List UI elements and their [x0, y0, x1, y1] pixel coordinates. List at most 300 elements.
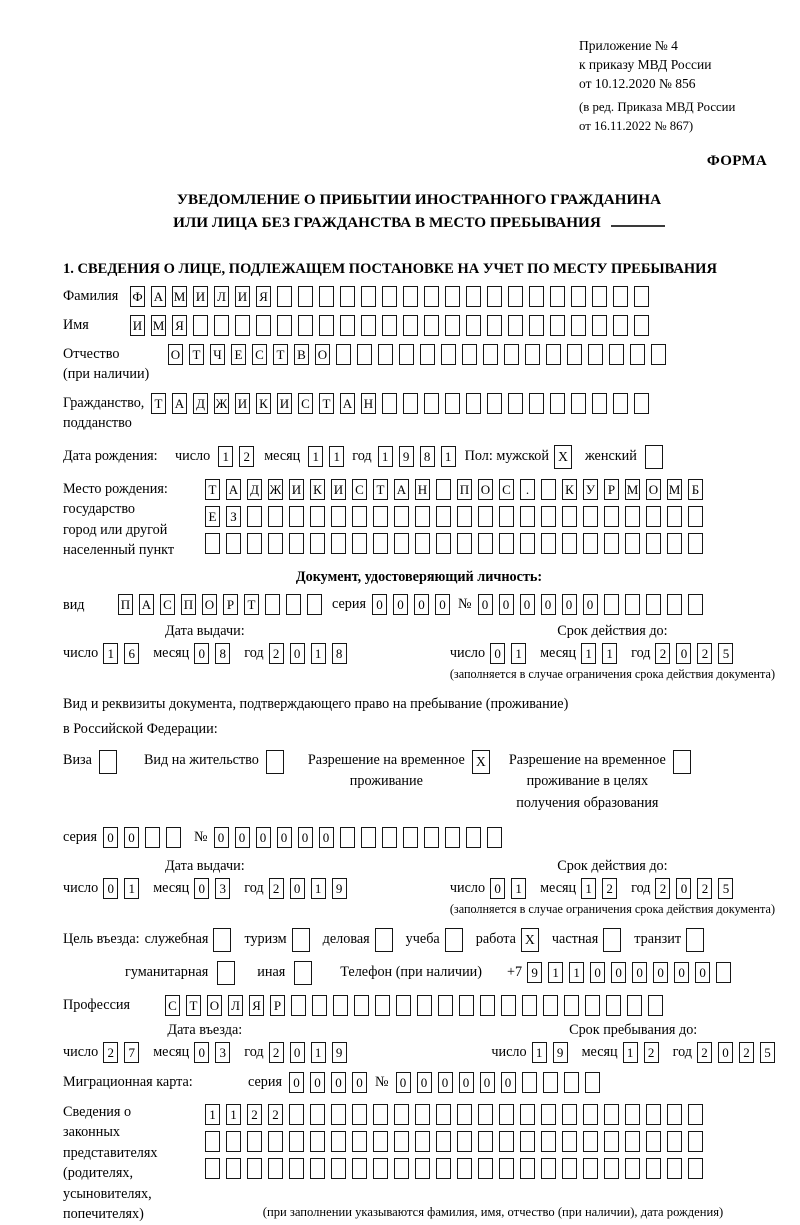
- char-box: [424, 393, 439, 414]
- char-box: [466, 315, 481, 336]
- given-name-row: [63, 315, 775, 336]
- char-box: 0: [632, 962, 647, 983]
- char-box: 9: [399, 446, 414, 467]
- sex-male-checkbox: [554, 445, 572, 469]
- representatives-label-line: попечителях): [63, 1206, 144, 1223]
- month-label: месяц: [153, 645, 190, 662]
- patronymic-boxes: [168, 344, 666, 365]
- char-box: [382, 393, 397, 414]
- month-label: месяц: [153, 879, 190, 896]
- char-box: Т: [186, 995, 201, 1016]
- surname-boxes: [130, 286, 649, 307]
- char-box: [399, 344, 414, 365]
- char-box: [648, 995, 663, 1016]
- char-box: 1: [311, 1042, 326, 1063]
- char-box: [373, 506, 388, 527]
- migration-card-label: Миграционная карта:: [63, 1074, 193, 1091]
- birth-place-boxes: [205, 479, 703, 554]
- char-box: И: [289, 479, 304, 500]
- char-box: [294, 961, 312, 985]
- char-box: [592, 286, 607, 307]
- header-subline: от 16.11.2022 № 867): [579, 118, 694, 133]
- char-box: [373, 533, 388, 554]
- residence-issue-group: [63, 858, 347, 917]
- option-temp-residence: [308, 750, 490, 793]
- char-box: [312, 995, 327, 1016]
- char-box: [445, 827, 460, 848]
- char-box: [289, 533, 304, 554]
- residence-series-boxes: [103, 827, 181, 848]
- char-box: [289, 506, 304, 527]
- identity-valid-line: [450, 643, 775, 664]
- char-box: [268, 506, 283, 527]
- char-box: 0: [435, 594, 450, 615]
- char-box: [415, 1158, 430, 1179]
- char-box: [331, 506, 346, 527]
- identity-doc-row: [63, 594, 775, 615]
- year-label: год: [352, 448, 372, 465]
- citizenship-label-line2: подданство: [63, 415, 132, 432]
- char-box: А: [226, 479, 241, 500]
- char-box: А: [172, 393, 187, 414]
- char-box: М: [625, 479, 640, 500]
- char-box: С: [352, 479, 367, 500]
- stay-until-line: [491, 1042, 775, 1063]
- char-box: [529, 286, 544, 307]
- given-name-boxes: [130, 315, 649, 336]
- issue-date-heading: Дата выдачи:: [164, 857, 245, 874]
- char-box: 1: [623, 1042, 638, 1063]
- char-box: 1: [226, 1104, 241, 1125]
- issue-date-heading: Дата выдачи:: [164, 623, 245, 640]
- char-box: [340, 315, 355, 336]
- char-box: 0: [331, 1072, 346, 1093]
- series-label: серия: [248, 1073, 282, 1090]
- month-label: месяц: [264, 448, 301, 465]
- char-box: 3: [215, 1042, 230, 1063]
- char-box: [604, 594, 619, 615]
- char-box: [667, 533, 682, 554]
- char-box: [394, 1158, 409, 1179]
- residence-valid-month-boxes: [581, 878, 617, 899]
- representatives-note: (при заполнении указываются фамилия, имя, отчество (при наличии), дата рождения): [262, 1204, 724, 1219]
- char-box: 1: [205, 1104, 220, 1125]
- residence-valid-year-boxes: [655, 878, 733, 899]
- char-box: [667, 1104, 682, 1125]
- stay-month-boxes: [623, 1042, 659, 1063]
- char-box: [373, 1158, 388, 1179]
- char-box: [298, 286, 313, 307]
- day-label: число: [63, 645, 99, 662]
- char-box: [571, 315, 586, 336]
- char-box: 6: [124, 643, 139, 664]
- char-box: 1: [532, 1042, 547, 1063]
- char-box: [606, 995, 621, 1016]
- char-box: Д: [247, 479, 262, 500]
- char-box: [480, 995, 495, 1016]
- char-box: [688, 533, 703, 554]
- char-box: [583, 1104, 598, 1125]
- char-box: [457, 1131, 472, 1152]
- char-box: [205, 533, 220, 554]
- char-box: [634, 393, 649, 414]
- month-label: месяц: [540, 879, 577, 896]
- char-box: [529, 315, 544, 336]
- residence-doc-intro: [63, 692, 775, 742]
- residence-issue-year-boxes: [269, 878, 347, 899]
- char-box: С: [165, 995, 180, 1016]
- header-subline: (в ред. Приказа МВД России: [579, 100, 736, 115]
- char-box: 2: [247, 1104, 262, 1125]
- identity-valid-year-boxes: [655, 643, 733, 664]
- char-box: 2: [697, 643, 712, 664]
- char-box: К: [256, 393, 271, 414]
- char-box: [403, 286, 418, 307]
- char-box: [499, 1104, 514, 1125]
- residence-doc-intro-line2: в Российской Федерации:: [63, 721, 218, 738]
- char-box: [688, 1131, 703, 1152]
- char-box: [686, 928, 704, 952]
- identity-series-boxes: [372, 594, 450, 615]
- char-box: Н: [361, 393, 376, 414]
- char-box: [613, 315, 628, 336]
- char-box: [520, 533, 535, 554]
- char-box: 8: [215, 643, 230, 664]
- char-box: З: [226, 506, 241, 527]
- char-box: 8: [420, 446, 435, 467]
- char-box: [436, 1104, 451, 1125]
- char-box: 2: [655, 643, 670, 664]
- char-box: [457, 506, 472, 527]
- char-box: 0: [194, 878, 209, 899]
- option-temp-residence-education: [509, 750, 691, 814]
- stay-until-group: [491, 1022, 775, 1063]
- series-label: серия: [332, 596, 366, 613]
- char-box: Р: [604, 479, 619, 500]
- char-box: [478, 1131, 493, 1152]
- birth-place-label-line: Место рождения:: [63, 480, 168, 497]
- char-box: Я: [172, 315, 187, 336]
- char-box: М: [151, 315, 166, 336]
- char-box: И: [130, 315, 145, 336]
- residence-doc-options-row: [63, 750, 775, 814]
- char-box: [688, 1104, 703, 1125]
- char-box: [646, 594, 661, 615]
- char-box: К: [562, 479, 577, 500]
- char-box: 1: [329, 446, 344, 467]
- stay-until-heading: Срок пребывания до:: [569, 1021, 698, 1038]
- birth-year-boxes: [378, 446, 456, 467]
- residence-issue-line: [63, 878, 347, 899]
- char-box: 5: [718, 643, 733, 664]
- char-box: [716, 962, 731, 983]
- char-box: С: [160, 594, 175, 615]
- char-box: [625, 1158, 640, 1179]
- char-box: [543, 995, 558, 1016]
- char-box: 0: [396, 1072, 411, 1093]
- char-box: [625, 594, 640, 615]
- char-box: [541, 533, 556, 554]
- char-box: [441, 344, 456, 365]
- char-box: [265, 594, 280, 615]
- identity-issue-group: [63, 623, 347, 682]
- char-box: П: [181, 594, 196, 615]
- char-box: [673, 750, 691, 774]
- char-box: 1: [124, 878, 139, 899]
- char-box: В: [294, 344, 309, 365]
- char-box: [289, 1104, 304, 1125]
- char-box: М: [172, 286, 187, 307]
- char-box: Ж: [214, 393, 229, 414]
- char-box: [583, 533, 598, 554]
- char-box: [583, 1131, 598, 1152]
- char-box: [247, 506, 262, 527]
- section1-heading: 1. СВЕДЕНИЯ О ЛИЦЕ, ПОДЛЕЖАЩЕМ ПОСТАНОВКЕ НА УЧЕТ ПО МЕСТУ ПРЕБЫВАНИЯ: [63, 260, 717, 277]
- form-label: ФОРМА: [706, 152, 767, 169]
- char-box: 2: [269, 643, 284, 664]
- char-box: 0: [478, 594, 493, 615]
- char-box: Я: [256, 286, 271, 307]
- char-box: [466, 393, 481, 414]
- option-residence-permit: [144, 750, 284, 774]
- char-box: [562, 1158, 577, 1179]
- char-box: [546, 344, 561, 365]
- char-box: [375, 928, 393, 952]
- char-box: [520, 506, 535, 527]
- char-box: [277, 286, 292, 307]
- char-box: [585, 1072, 600, 1093]
- char-box: [604, 1131, 619, 1152]
- purpose-other-label: иная: [257, 964, 286, 981]
- option-residence-permit-label: Вид на жительство: [143, 752, 259, 769]
- char-box: О: [202, 594, 217, 615]
- char-box: [438, 995, 453, 1016]
- char-box: [520, 1158, 535, 1179]
- char-box: Т: [373, 479, 388, 500]
- char-box: [266, 750, 284, 774]
- representatives-row1-boxes: [205, 1104, 703, 1125]
- char-box: [562, 533, 577, 554]
- char-box: X: [521, 928, 539, 952]
- entry-date-heading: Дата въезда:: [167, 1021, 243, 1038]
- birth-place-label-line: город или другой: [63, 521, 168, 538]
- char-box: 2: [602, 878, 617, 899]
- option-temp-residence-line: проживание: [349, 773, 423, 790]
- char-box: [520, 1104, 535, 1125]
- char-box: [361, 315, 376, 336]
- surname-row: [63, 286, 775, 307]
- char-box: [310, 1104, 325, 1125]
- identity-valid-month-boxes: [581, 643, 617, 664]
- char-box: 0: [310, 1072, 325, 1093]
- option-temp-residence-education-label: [509, 750, 666, 814]
- valid-until-heading: Срок действия до:: [557, 857, 668, 874]
- char-box: [247, 533, 262, 554]
- char-box: [646, 1104, 661, 1125]
- char-box: [522, 1072, 537, 1093]
- char-box: [436, 479, 451, 500]
- representatives-label-line: законных: [63, 1124, 120, 1141]
- char-box: [415, 506, 430, 527]
- given-name-label: Имя: [63, 317, 89, 334]
- char-box: [613, 393, 628, 414]
- identity-number-boxes: [478, 594, 703, 615]
- char-box: [588, 344, 603, 365]
- char-box: 0: [718, 1042, 733, 1063]
- header-reference: [579, 36, 775, 135]
- char-box: 0: [674, 962, 689, 983]
- day-label: число: [449, 645, 486, 662]
- char-box: [226, 533, 241, 554]
- char-box: [564, 1072, 579, 1093]
- char-box: 2: [103, 1042, 118, 1063]
- char-box: [310, 506, 325, 527]
- char-box: [352, 1158, 367, 1179]
- char-box: 0: [414, 594, 429, 615]
- char-box: У: [583, 479, 598, 500]
- option-visa-checkbox: [99, 750, 117, 774]
- entry-day-boxes: [103, 1042, 139, 1063]
- char-box: [459, 995, 474, 1016]
- char-box: О: [646, 479, 661, 500]
- char-box: 1: [218, 446, 233, 467]
- char-box: [688, 506, 703, 527]
- char-box: 0: [417, 1072, 432, 1093]
- char-box: [646, 533, 661, 554]
- char-box: [634, 315, 649, 336]
- char-box: [373, 1104, 388, 1125]
- representatives-label: [63, 1102, 205, 1225]
- char-box: [205, 1158, 220, 1179]
- char-box: А: [151, 286, 166, 307]
- form-title-line2-text: ИЛИ ЛИЦА БЕЗ ГРАЖДАНСТВА В МЕСТО ПРЕБЫВАНИЯ: [173, 214, 601, 232]
- char-box: Т: [319, 393, 334, 414]
- char-box: [592, 393, 607, 414]
- purpose-business-label: деловая: [322, 931, 370, 948]
- char-box: 0: [490, 878, 505, 899]
- char-box: 1: [441, 446, 456, 467]
- char-box: [499, 1158, 514, 1179]
- birth-place-label-line: населенный пункт: [63, 541, 175, 558]
- char-box: [307, 594, 322, 615]
- char-box: 1: [311, 643, 326, 664]
- birth-place-row1-boxes: [205, 479, 703, 500]
- char-box: [562, 506, 577, 527]
- option-temp-residence-education-line: проживание в целях: [526, 773, 649, 790]
- char-box: Б: [688, 479, 703, 500]
- option-visa: [63, 750, 117, 774]
- char-box: [310, 1131, 325, 1152]
- char-box: [508, 393, 523, 414]
- char-box: Т: [244, 594, 259, 615]
- patronymic-label-line1: Отчество: [63, 345, 120, 362]
- char-box: [256, 315, 271, 336]
- char-box: [286, 594, 301, 615]
- char-box: [550, 315, 565, 336]
- char-box: [235, 315, 250, 336]
- entry-stay-dates-row: [63, 1022, 775, 1063]
- char-box: 1: [581, 643, 596, 664]
- char-box: [499, 506, 514, 527]
- char-box: [583, 506, 598, 527]
- char-box: [415, 533, 430, 554]
- purpose-private-label: частная: [551, 931, 599, 948]
- char-box: А: [394, 479, 409, 500]
- char-box: [226, 1131, 241, 1152]
- day-label: число: [491, 1043, 527, 1060]
- char-box: [667, 1158, 682, 1179]
- citizenship-label: [63, 393, 151, 434]
- purpose-official-checkbox: [213, 928, 231, 952]
- identity-issue-line: [63, 643, 347, 664]
- char-box: 0: [501, 1072, 516, 1093]
- char-box: 2: [697, 1042, 712, 1063]
- char-box: А: [139, 594, 154, 615]
- char-box: 1: [511, 643, 526, 664]
- char-box: [541, 1131, 556, 1152]
- profession-boxes: [165, 995, 663, 1016]
- char-box: [583, 1158, 598, 1179]
- char-box: [625, 506, 640, 527]
- char-box: 0: [499, 594, 514, 615]
- char-box: [571, 393, 586, 414]
- char-box: 0: [352, 1072, 367, 1093]
- char-box: М: [667, 479, 682, 500]
- char-box: [289, 1158, 304, 1179]
- option-temp-residence-education-checkbox: [673, 750, 691, 774]
- char-box: [504, 344, 519, 365]
- char-box: Т: [189, 344, 204, 365]
- year-label: год: [631, 645, 651, 662]
- char-box: 0: [562, 594, 577, 615]
- char-box: Р: [270, 995, 285, 1016]
- char-box: 0: [256, 827, 271, 848]
- sex-female-checkbox: [645, 445, 663, 469]
- char-box: 0: [695, 962, 710, 983]
- purpose-work-checkbox: [521, 928, 539, 952]
- form-title-line2: [63, 211, 775, 235]
- char-box: [247, 1131, 262, 1152]
- char-box: [541, 1104, 556, 1125]
- char-box: 0: [438, 1072, 453, 1093]
- char-box: [457, 533, 472, 554]
- year-label: год: [672, 1043, 692, 1060]
- char-box: И: [277, 393, 292, 414]
- char-box: [403, 393, 418, 414]
- char-box: [645, 445, 663, 469]
- char-box: [466, 286, 481, 307]
- char-box: Т: [273, 344, 288, 365]
- char-box: 0: [541, 594, 556, 615]
- char-box: [291, 995, 306, 1016]
- char-box: [541, 1158, 556, 1179]
- char-box: [522, 995, 537, 1016]
- char-box: [508, 286, 523, 307]
- char-box: 0: [459, 1072, 474, 1093]
- char-box: .: [520, 479, 535, 500]
- char-box: 0: [298, 827, 313, 848]
- char-box: [634, 286, 649, 307]
- char-box: И: [193, 286, 208, 307]
- char-box: Е: [231, 344, 246, 365]
- char-box: X: [554, 445, 572, 469]
- option-temp-residence-checkbox: [472, 750, 490, 774]
- birth-place-row: [63, 479, 775, 561]
- char-box: [445, 393, 460, 414]
- residence-number-boxes: [214, 827, 502, 848]
- char-box: [310, 533, 325, 554]
- char-box: [520, 1131, 535, 1152]
